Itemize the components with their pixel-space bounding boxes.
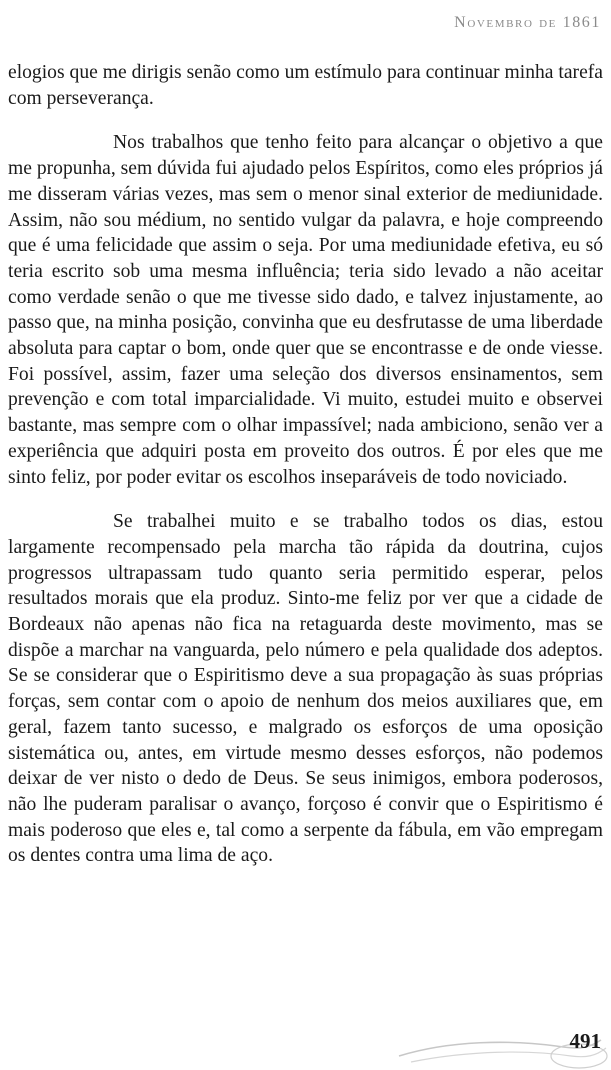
paragraph-continuation: elogios que me dirigis senão como um estímulo para continuar minha tarefa com perseverança. <box>8 62 603 109</box>
running-header: Novembro de 1861 <box>454 14 601 31</box>
paragraph: Se trabalhei muito e se trabalho todos os dias, estou largamente recompensado pela marcha tão rápida da doutrina, cujos progressos ultrapassam tudo quanto seria permitido esperar, pelos resultados morais que ela produz. Sinto-me feliz por ver que a cidade de Bordeaux não apenas não fica na retaguarda deste movimento, mas se dispõe a marchar na vanguarda, pelo número e pela qualidade dos adeptos. Se se considerar que o Espiritismo deve a sua propagação às suas próprias forças, sem contar com o apoio de nenhum dos meios auxiliares que, em geral, fazem tanto sucesso, e malgrado os esforços de uma oposição sistemática ou, antes, em virtude mesmo desses esforços, não podemos deixar de ver nisto o dedo de Deus. Se seus inimigos, embora poderosos, não lhe puderam paralisar o avanço, forçoso é convir que o Espiritismo é mais poderoso que eles e, tal como a serpente da fábula, em vão empregam os dentes contra uma lima de aço. <box>8 511 603 867</box>
page-body <box>8 60 603 888</box>
paragraph: Nos trabalhos que tenho feito para alcançar o objetivo a que me propunha, sem dúvida fui ajudado pelos Espíritos, como eles próprios já me disseram várias vezes, mas sem o menor sinal exterior de mediunidade. Assim, não sou médium, no sentido vulgar da palavra, e hoje compreendo que é uma felicidade que assim o seja. Por uma mediunidade efetiva, eu só teria escrito sob uma mesma influência; teria sido levado a não aceitar como verdade senão o que me tivesse sido dado, e talvez injustamente, ao passo que, na minha posição, convinha que eu desfrutasse de uma liberdade absoluta para captar o bom, onde quer que se encontrasse e de onde viesse. Foi possível, assim, fazer uma seleção dos diversos ensinamentos, sem prevenção e com total imparcialidade. Vi muito, estudei muito e observei bastante, mas sempre com o olhar impassível; nada ambiciono, senão ver a experiência que adquiri posta em proveito dos outros. É por eles que me sinto feliz, por poder evitar os escolhos inseparáveis de todo noviciado. <box>8 132 603 488</box>
page-number: 491 <box>569 1029 601 1053</box>
